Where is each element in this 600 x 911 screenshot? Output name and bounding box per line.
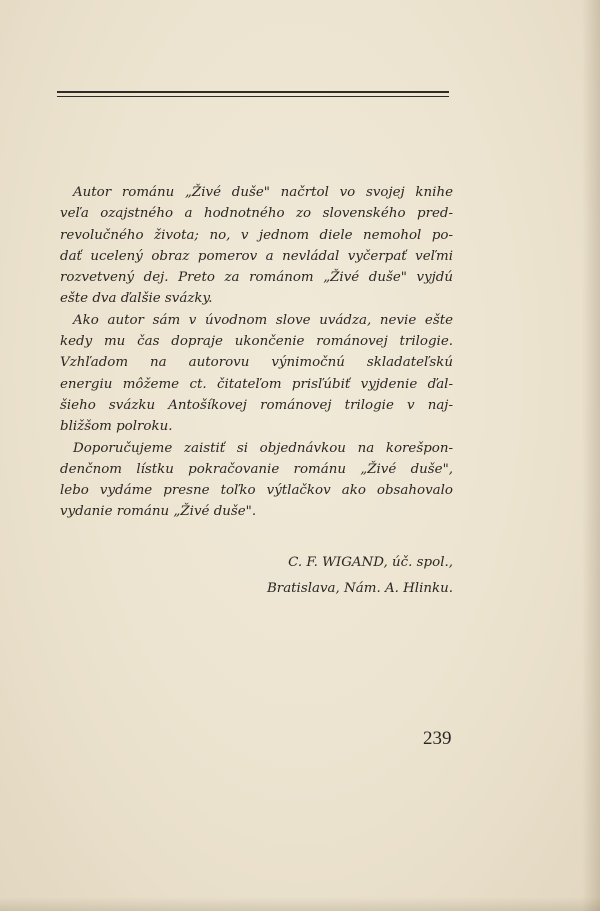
- paragraph: [60, 438, 453, 523]
- page-bottom-shadow: [0, 897, 600, 911]
- text-line: lebo vydáme presne toľko výtlačkov ako obsahovalo: [60, 483, 453, 499]
- paragraph: [60, 182, 453, 310]
- text-line: Ako autor sám v úvodnom slove uvádza, nevie ešte: [73, 312, 453, 328]
- publisher-notice: [60, 182, 453, 523]
- publisher-signature: [267, 550, 453, 602]
- text-line: ešte dva ďalšie svázky.: [60, 291, 213, 307]
- page-number: 239: [423, 728, 452, 749]
- signature-company: C. F. WIGAND, úč. spol.,: [288, 555, 453, 570]
- text-line: denčnom lístku pokračovanie románu „Živé duše",: [60, 461, 453, 477]
- text-line: revolučného života; no, v jednom diele nemohol po-: [60, 227, 453, 243]
- page-edge-shadow: [582, 0, 600, 911]
- text-line: Vzhľadom na autorovu výnimočnú skladateľskú: [60, 355, 453, 371]
- text-line: veľa ozajstného a hodnotného zo slovenského pred-: [60, 206, 453, 222]
- header-rule-thick: [57, 91, 449, 93]
- text-line: vydanie románu „Živé duše".: [60, 504, 257, 520]
- text-line: šieho svázku Antošíkovej románovej trilogie v naj-: [60, 397, 453, 413]
- paragraph: [60, 310, 453, 438]
- text-line: Autor románu „Živé duše" načrtol vo svojej knihe: [73, 185, 453, 200]
- text-line: dať ucelený obraz pomerov a nevládal vyčerpať veľmi: [60, 248, 453, 264]
- text-line: kedy mu čas dopraje ukončenie románovej trilogie.: [60, 334, 453, 350]
- text-line: bližšom polroku.: [60, 419, 173, 435]
- signature-address: Bratislava, Nám. A. Hlinku.: [266, 581, 453, 596]
- text-line: energiu môžeme ct. čitateľom prisľúbiť vyjdenie ďal-: [60, 376, 453, 392]
- text-line: Doporučujeme zaistiť si objednávkou na korešpon-: [73, 440, 453, 456]
- text-line: rozvetvený dej. Preto za románom „Živé duše" vyjdú: [60, 270, 453, 286]
- header-rule-thin: [57, 96, 449, 97]
